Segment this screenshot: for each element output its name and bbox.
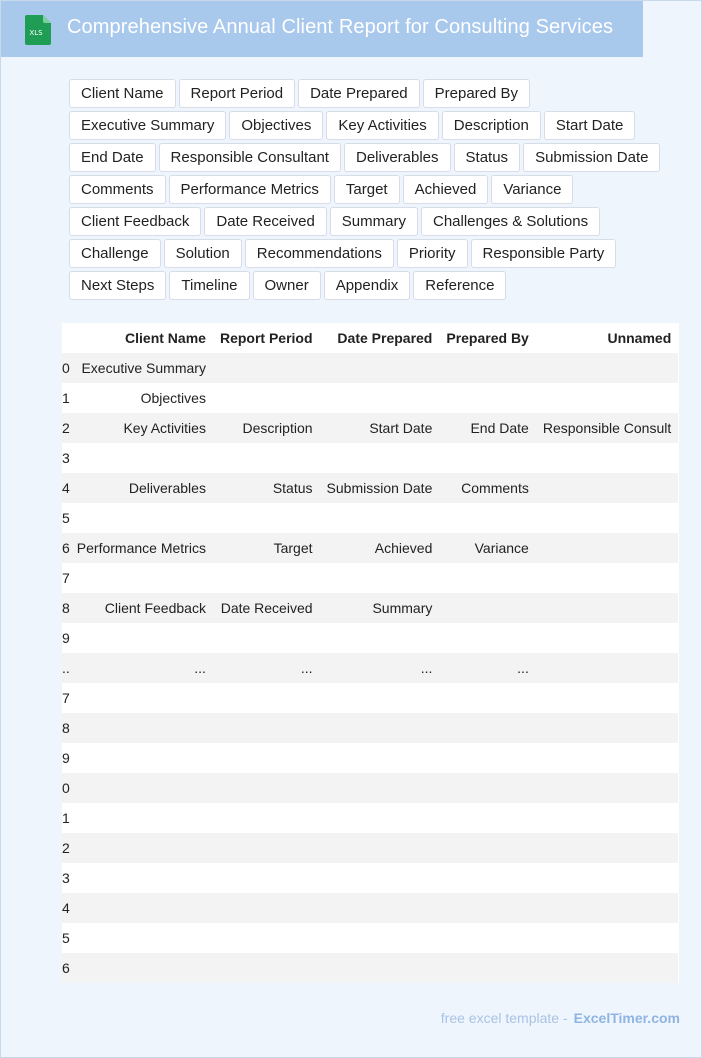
table-cell: [536, 683, 678, 713]
table-cell: [536, 803, 678, 833]
table-cell: [320, 623, 440, 653]
table-row: [62, 833, 678, 863]
table-row: [62, 443, 678, 473]
table-cell: Performance Metrics: [76, 540, 206, 556]
field-tag[interactable]: Appendix: [324, 271, 411, 300]
table-cell: Comments: [461, 480, 529, 496]
table-cell: [320, 383, 440, 413]
row-index: 4: [62, 900, 70, 916]
column-header: Prepared By: [446, 330, 529, 346]
table-cell: [70, 623, 213, 653]
table-cell: [439, 503, 535, 533]
table-cell: [536, 893, 678, 923]
table-cell: Target: [273, 540, 313, 556]
table-cell: [439, 923, 535, 953]
table-cell: [439, 863, 535, 893]
table-cell: ...: [517, 660, 529, 676]
table-cell: Summary: [372, 600, 433, 616]
row-index: 6: [62, 540, 70, 556]
table-cell: [439, 563, 535, 593]
table-cell: [536, 623, 678, 653]
field-tag[interactable]: Responsible Consultant: [159, 143, 341, 172]
row-index: 9: [62, 630, 70, 646]
table-cell: [70, 863, 213, 893]
table-cell: [70, 563, 213, 593]
field-tag[interactable]: Client Name: [69, 79, 176, 108]
table-cell: [70, 803, 213, 833]
table-cell: [70, 443, 213, 473]
table-cell: [213, 923, 320, 953]
table-cell: [320, 443, 440, 473]
table-cell: Status: [272, 480, 313, 496]
field-tag[interactable]: Challenge: [69, 239, 161, 268]
table-cell: [320, 803, 440, 833]
row-index: 3: [62, 450, 70, 466]
field-tag[interactable]: Report Period: [179, 79, 296, 108]
column-header: Date Prepared: [337, 330, 433, 346]
field-tag[interactable]: Comments: [69, 175, 166, 204]
table-cell: [213, 383, 320, 413]
row-index: 2: [62, 420, 70, 436]
field-tag[interactable]: Priority: [397, 239, 468, 268]
table-cell: [439, 773, 535, 803]
table-header-row: [62, 323, 678, 353]
table-row: [62, 743, 678, 773]
table-cell: [320, 863, 440, 893]
table-cell: [213, 833, 320, 863]
table-cell: [439, 443, 535, 473]
table-cell: [439, 953, 535, 983]
table-row: [62, 623, 678, 653]
field-tag[interactable]: Executive Summary: [69, 111, 226, 140]
field-tag[interactable]: Date Received: [204, 207, 326, 236]
table-row: [62, 653, 678, 683]
table-cell: End Date: [470, 420, 529, 436]
row-index: 5: [62, 930, 70, 946]
table-row: [62, 383, 678, 413]
row-index: 9: [62, 750, 70, 766]
table-cell: Client Feedback: [104, 600, 206, 616]
table-cell: [70, 953, 213, 983]
field-tag[interactable]: Prepared By: [423, 79, 530, 108]
table-row: [62, 533, 678, 563]
field-tag[interactable]: Start Date: [544, 111, 636, 140]
row-index: 0: [62, 780, 70, 796]
table-row: [62, 353, 678, 383]
table-cell: [213, 503, 320, 533]
table-cell: [70, 743, 213, 773]
column-header: Report Period: [219, 330, 313, 346]
table-cell: [536, 473, 678, 503]
table-cell: [213, 683, 320, 713]
row-index: 0: [62, 360, 70, 376]
field-tag[interactable]: Timeline: [169, 271, 249, 300]
table-cell: [536, 953, 678, 983]
table-cell: [536, 653, 678, 683]
table-cell: [439, 713, 535, 743]
table-cell: [536, 533, 678, 563]
table-cell: Executive Summary: [81, 360, 206, 376]
page-title: Comprehensive Annual Client Report for Consulting Services: [67, 16, 614, 38]
field-tag[interactable]: Date Prepared: [298, 79, 420, 108]
table-cell: [536, 503, 678, 533]
table-cell: Submission Date: [326, 480, 433, 496]
table-cell: [320, 713, 440, 743]
row-index: ..: [62, 660, 70, 676]
table-cell: [439, 683, 535, 713]
table-cell: [213, 893, 320, 923]
preview-table: [62, 323, 678, 983]
table-cell: [439, 623, 535, 653]
field-tag[interactable]: Recommendations: [245, 239, 394, 268]
table-cell: Responsible Consult: [542, 420, 672, 436]
row-index: 6: [62, 960, 70, 976]
svg-text:XLS: XLS: [29, 29, 43, 37]
field-tag[interactable]: Responsible Party: [471, 239, 617, 268]
table-row: [62, 803, 678, 833]
table-cell: [536, 563, 678, 593]
table-cell: Key Activities: [123, 420, 206, 436]
table-cell: [70, 503, 213, 533]
row-index: 7: [62, 570, 70, 586]
table-cell: [70, 893, 213, 923]
row-index: 3: [62, 870, 70, 886]
table-row: [62, 563, 678, 593]
field-tag[interactable]: Target: [334, 175, 400, 204]
table-cell: [70, 773, 213, 803]
field-tag[interactable]: Deliverables: [344, 143, 451, 172]
table-cell: [536, 353, 678, 383]
table-cell: Objectives: [140, 390, 206, 406]
table-cell: [536, 713, 678, 743]
table-cell: [439, 743, 535, 773]
table-row: [62, 413, 678, 443]
field-tag[interactable]: Client Feedback: [69, 207, 201, 236]
table-cell: [439, 893, 535, 923]
table-cell: [70, 713, 213, 743]
row-index: 8: [62, 720, 70, 736]
table-cell: [536, 773, 678, 803]
table-cell: [320, 503, 440, 533]
spreadsheet-preview: [62, 323, 679, 983]
row-index: 8: [62, 600, 70, 616]
field-tag[interactable]: Submission Date: [523, 143, 660, 172]
page-header: [1, 1, 643, 57]
table-cell: [213, 803, 320, 833]
table-cell: [70, 923, 213, 953]
table-cell: [213, 773, 320, 803]
field-tag[interactable]: Objectives: [229, 111, 323, 140]
table-cell: [70, 683, 213, 713]
field-tag[interactable]: Status: [454, 143, 521, 172]
field-tag[interactable]: Variance: [491, 175, 573, 204]
table-cell: [213, 623, 320, 653]
table-row: [62, 503, 678, 533]
field-tag[interactable]: Solution: [164, 239, 242, 268]
row-index-header: [62, 323, 70, 353]
table-cell: [320, 683, 440, 713]
table-cell: [213, 953, 320, 983]
table-cell: [213, 713, 320, 743]
table-cell: ...: [420, 660, 433, 676]
table-cell: [439, 803, 535, 833]
table-cell: [536, 923, 678, 953]
row-index: 2: [62, 840, 70, 856]
excel-file-icon: [24, 15, 51, 45]
column-header: Client Name: [125, 330, 206, 346]
table-cell: Description: [242, 420, 313, 436]
row-index: 7: [62, 690, 70, 706]
table-row: [62, 893, 678, 923]
table-row: [62, 953, 678, 983]
table-cell: ...: [194, 660, 206, 676]
table-cell: Start Date: [369, 420, 433, 436]
field-tag[interactable]: Reference: [413, 271, 506, 300]
table-cell: [213, 863, 320, 893]
table-cell: [213, 563, 320, 593]
field-tag[interactable]: Next Steps: [69, 271, 166, 300]
table-cell: [213, 353, 320, 383]
table-cell: [320, 953, 440, 983]
table-row: [62, 923, 678, 953]
table-cell: [213, 743, 320, 773]
field-tag[interactable]: End Date: [69, 143, 156, 172]
table-row: [62, 773, 678, 803]
table-cell: [213, 443, 320, 473]
table-cell: [536, 743, 678, 773]
footer-brand-link[interactable]: ExcelTimer.com: [573, 1010, 680, 1026]
table-row: [62, 473, 678, 503]
field-tag[interactable]: Performance Metrics: [169, 175, 331, 204]
field-tag-list: [69, 79, 681, 300]
table-cell: Achieved: [374, 540, 433, 556]
table-cell: [320, 893, 440, 923]
footer-credit: [441, 1010, 680, 1026]
table-cell: [536, 383, 678, 413]
column-header: Unnamed: [607, 330, 672, 346]
table-cell: [320, 563, 440, 593]
row-index: 1: [62, 390, 70, 406]
table-cell: [320, 743, 440, 773]
footer-text: free excel template -: [440, 1010, 568, 1026]
row-index: 1: [62, 810, 70, 826]
table-cell: Date Received: [220, 600, 313, 616]
table-cell: [320, 923, 440, 953]
field-tag[interactable]: Summary: [330, 207, 418, 236]
table-cell: [439, 833, 535, 863]
table-cell: [536, 443, 678, 473]
field-tag[interactable]: Key Activities: [326, 111, 438, 140]
field-tag[interactable]: Owner: [253, 271, 321, 300]
table-row: [62, 593, 678, 623]
table-cell: [536, 863, 678, 893]
table-cell: [320, 833, 440, 863]
table-cell: [320, 353, 440, 383]
field-tag[interactable]: Achieved: [403, 175, 489, 204]
table-cell: [536, 593, 678, 623]
table-cell: Deliverables: [128, 480, 206, 496]
field-tag[interactable]: Challenges & Solutions: [421, 207, 600, 236]
row-index: 4: [62, 480, 70, 496]
table-cell: [536, 833, 678, 863]
table-cell: [439, 353, 535, 383]
table-cell: ...: [300, 660, 313, 676]
table-cell: [439, 383, 535, 413]
table-cell: Variance: [474, 540, 529, 556]
field-tag[interactable]: Description: [442, 111, 541, 140]
row-index: 5: [62, 510, 70, 526]
table-cell: [439, 593, 535, 623]
table-row: [62, 863, 678, 893]
table-row: [62, 683, 678, 713]
table-cell: [320, 773, 440, 803]
table-cell: [70, 833, 213, 863]
table-row: [62, 713, 678, 743]
